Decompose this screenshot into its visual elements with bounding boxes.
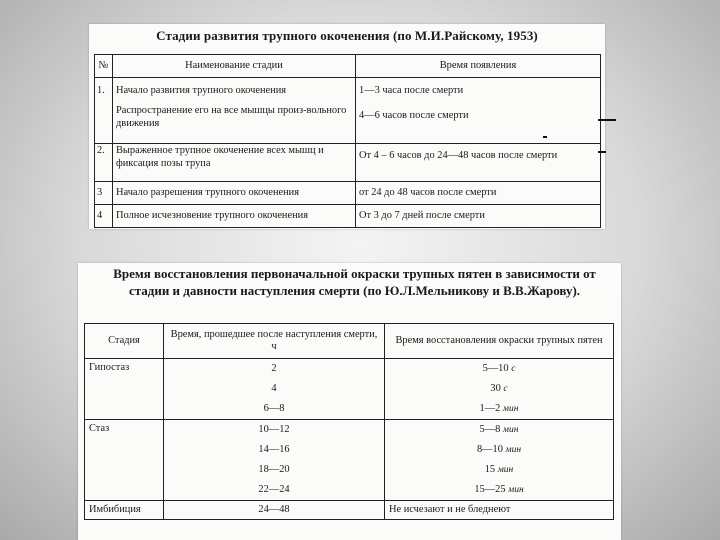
row-stage: Выраженное трупное окоченение всех мышц и фиксация позы трупа — [113, 144, 356, 182]
table-row — [95, 104, 601, 144]
recovery-value: 8—10 — [476, 444, 503, 455]
recovery-unit: мин — [508, 485, 524, 495]
stage-imbibition: Имбибиция — [85, 501, 164, 520]
row-recovery — [385, 379, 614, 399]
row-num: 1. — [95, 78, 113, 105]
stage-stasis: Стаз — [85, 420, 164, 501]
row-time: 4—6 часов после смерти — [356, 104, 601, 144]
header-stage: Стадия — [85, 324, 164, 359]
table2-header-row — [85, 324, 614, 359]
header-hours-elapsed: Время, прошедшее после наступления смерти, ч — [164, 324, 385, 359]
row-time: от 24 до 48 часов после смерти — [356, 182, 601, 205]
table-row — [95, 78, 601, 105]
livor-recovery-table — [84, 323, 614, 520]
recovery-value: 15 — [484, 464, 496, 475]
scan-table-rigor-mortis — [89, 24, 605, 229]
row-hours: 18—20 — [164, 460, 385, 480]
header-num: № — [95, 55, 113, 78]
table-row — [85, 420, 614, 441]
row-recovery: Не исчезают и не бледнеют — [385, 501, 614, 520]
scan-artifact-dot — [543, 136, 547, 138]
scan-table-livor-mortis — [78, 263, 621, 540]
row-time: От 3 до 7 дней после смерти — [356, 205, 601, 228]
table-row — [95, 144, 601, 182]
row-recovery — [385, 460, 614, 480]
row-time: От 4 – 6 часов до 24—48 часов после смерти — [356, 144, 601, 182]
row-hours: 4 — [164, 379, 385, 399]
row-recovery — [385, 480, 614, 501]
row-stage: Начало развития трупного окоченения — [113, 78, 356, 105]
row-hours: 2 — [164, 359, 385, 380]
recovery-value: 5—10 — [482, 363, 509, 374]
rigor-mortis-table — [94, 54, 601, 228]
row-num — [95, 104, 113, 144]
table-row — [85, 460, 614, 480]
table2-title: Время восстановления первоначальной окраски трупных пятен в зависимости от стадии и давности наступления смерти (по Ю.Л.Мельникову и В.В.Жарову). — [113, 266, 596, 298]
stage-hypostasis: Гипостаз — [85, 359, 164, 420]
recovery-unit: с — [511, 364, 516, 374]
row-recovery — [385, 440, 614, 460]
row-stage: Полное исчезновение трупного окоченения — [113, 205, 356, 228]
row-stage: Распространение его на все мышцы произ-вольного движения — [113, 104, 356, 144]
scan-artifact-line — [598, 119, 616, 121]
header-recovery-time: Время восстановления окраски трупных пятен — [385, 324, 614, 359]
row-hours: 14—16 — [164, 440, 385, 460]
table-row — [85, 359, 614, 380]
recovery-unit: мин — [502, 404, 519, 414]
recovery-value: 30 — [490, 383, 501, 394]
row-num: 4 — [95, 205, 113, 228]
row-stage: Начало разрешения трупного окоченения — [113, 182, 356, 205]
recovery-value: 1—2 — [479, 403, 501, 414]
recovery-unit: мин — [502, 425, 519, 435]
row-num: 2. — [95, 144, 113, 182]
table-row — [85, 399, 614, 420]
row-hours: 22—24 — [164, 480, 385, 501]
header-stage-name: Наименование стадии — [113, 55, 356, 78]
row-hours: 24—48 — [164, 501, 385, 520]
table-row — [85, 480, 614, 501]
row-recovery — [385, 399, 614, 420]
table-row — [85, 501, 614, 520]
recovery-unit: мин — [505, 445, 522, 455]
row-hours: 10—12 — [164, 420, 385, 441]
row-hours: 6—8 — [164, 399, 385, 420]
table1-header-row — [95, 55, 601, 78]
recovery-value: 5—8 — [479, 424, 501, 435]
row-time: 1—3 часа после смерти — [356, 78, 601, 105]
table-row — [85, 440, 614, 460]
row-recovery — [385, 359, 614, 380]
table-row — [95, 205, 601, 228]
table-row — [95, 182, 601, 205]
recovery-unit: мин — [497, 465, 514, 475]
header-onset-time: Время появления — [356, 55, 601, 78]
recovery-unit: с — [503, 384, 508, 394]
recovery-value: 15—25 — [474, 484, 506, 495]
table1-title: Стадии развития трупного окоченения (по М.И.Райскому, 1953) — [156, 28, 538, 43]
row-recovery — [385, 420, 614, 441]
scan-artifact-line — [598, 151, 606, 153]
table-row — [85, 379, 614, 399]
row-num: 3 — [95, 182, 113, 205]
